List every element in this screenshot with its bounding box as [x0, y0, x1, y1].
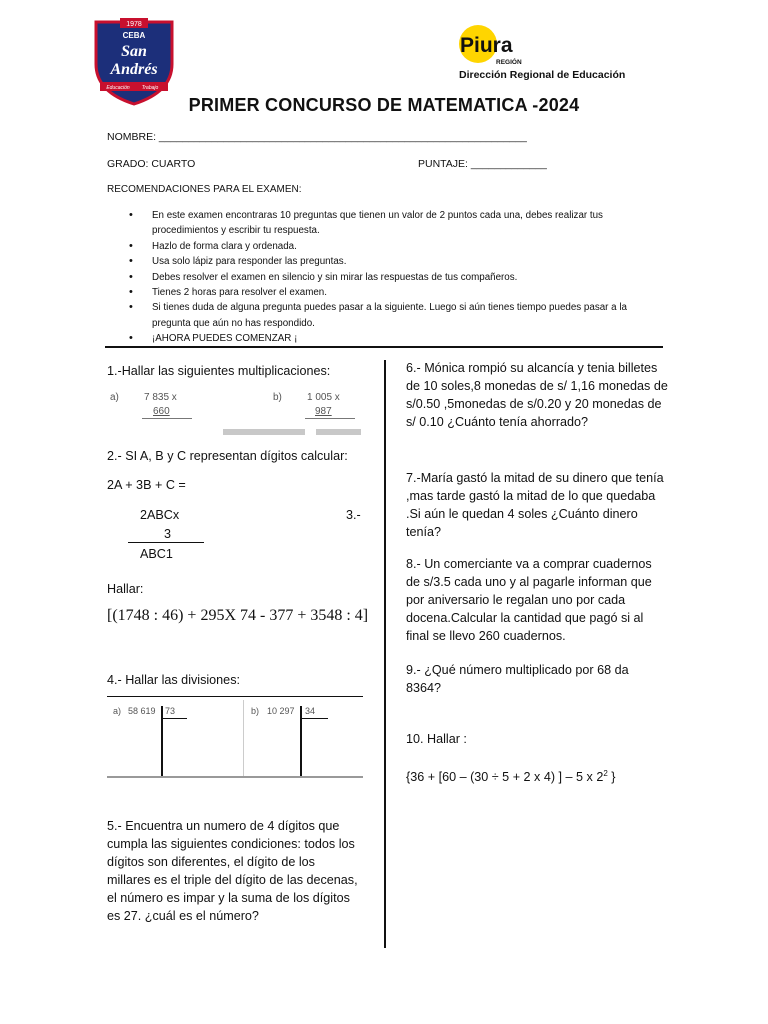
question-7-text: 7.-María gastó la mitad de su dinero que tenía ,mas tarde gastó la mitad de lo que quedaba .Si aún le quedan 4 soles ¿Cuánto dinero tenía?	[406, 471, 664, 539]
question-2-text: 2.- SI A, B y C representan dígitos calcular:	[107, 449, 348, 463]
question-9-text: 9.- ¿Qué número multiplicado por 68 da 8364?	[406, 663, 629, 695]
page-title: PRIMER CONCURSO DE MATEMATICA -2024	[188, 95, 580, 115]
divisions-box: a) 58 619 73 b) 10 297 34	[107, 696, 363, 780]
multiplication-b: b) 1 005 x 987	[273, 392, 383, 422]
question-2-mult-top: 2ABCx	[140, 508, 180, 522]
recommendation-item: • ¡AHORA PUEDES COMENZAR ¡	[125, 331, 665, 346]
question-2-expression: 2A + 3B + C =	[107, 478, 186, 492]
multiplication-a: a) 7 835 x 660	[110, 392, 220, 422]
svg-text:CEBA: CEBA	[122, 31, 146, 40]
header-divider	[105, 346, 663, 348]
question-10-expression: {36 + [60 – (30 ÷ 5 + 2 x 4) ] – 5 x $2^2$ }	[406, 769, 616, 785]
svg-text:1978: 1978	[126, 21, 142, 28]
question-3-label: 3.-	[346, 508, 361, 522]
question-2-mult-result: ABC1	[140, 547, 173, 561]
recommendations-heading: RECOMENDACIONES PARA EL EXAMEN:	[107, 184, 302, 195]
recommendation-item: • Tienes 2 horas para resolver el examen.	[125, 285, 665, 300]
svg-text:Trabajo: Trabajo	[141, 85, 159, 91]
question-6-text: 6.- Mónica rompió su alcancía y tenia billetes de 10 soles,8 monedas de s/ 1,16 monedas de s/0.50 ,5monedas de s/0.20 y 20 monedas de s/ 0.10 ¿Cuánto tenía ahorrado?	[406, 361, 668, 429]
gray-band-left	[223, 429, 305, 435]
question-4-text: 4.- Hallar las divisiones:	[107, 673, 240, 687]
nombre-field[interactable]: NOMBRE: _______________________________________________________________	[107, 131, 527, 143]
ceba-san-andres-logo	[88, 18, 180, 106]
recommendation-item: • En este examen encontraras 10 preguntas que tienen un valor de 2 puntos cada una, debes realizar tus procedimientos y escribir tu respuesta.	[125, 208, 665, 239]
column-divider	[384, 360, 386, 948]
question-2-mult-mid: 3	[164, 527, 172, 541]
question-1-text: 1.-Hallar las siguientes multiplicaciones:	[107, 364, 331, 378]
svg-text:San: San	[121, 43, 147, 60]
question-3-hallar: Hallar:	[107, 582, 144, 596]
grado-label: GRADO: CUARTO	[107, 158, 196, 170]
puntaje-field[interactable]: PUNTAJE: _____________	[418, 158, 547, 170]
recommendation-item: • Debes resolver el examen en silencio y sin mirar las respuestas de tus compañeros.	[125, 270, 665, 285]
piura-region-logo	[456, 24, 642, 84]
recommendation-item: • Hazlo de forma clara y ordenada.	[125, 239, 665, 254]
svg-text:Educación: Educación	[106, 85, 130, 91]
gray-band-right	[316, 429, 361, 435]
svg-text:Andrés: Andrés	[110, 61, 158, 78]
question-2-mult-rule	[128, 542, 204, 543]
svg-text:REGIÓN: REGIÓN	[496, 59, 522, 66]
recommendations-list	[125, 208, 665, 347]
recommendation-item: • Usa solo lápiz para responder las preguntas.	[125, 254, 665, 269]
svg-text:Piura: Piura	[460, 34, 513, 57]
question-5-text: 5.- Encuentra un numero de 4 dígitos que cumpla las siguientes condiciones: todos los dígitos son diferentes, el dígito de los millares es el triple del dígito de las decenas, el número es impar y la suma de los dígitos es 27. ¿cuál es el número?	[107, 819, 358, 923]
recommendation-item: • Si tienes duda de alguna pregunta puedes pasar a la siguiente. Luego si aún tienes tiempo puedes pasar a la pregunta que aún no has respondido.	[125, 300, 665, 331]
question-8-text: 8.- Un comerciante va a comprar cuadernos de s/3.5 cada uno y al pagarle informan que por aniversario le regalan uno por cada docena.Calcular la cantidad que pagó si al final se llevo 260 cuadernos.	[406, 557, 652, 643]
svg-text:Dirección Regional de Educació: Dirección Regional de Educación	[459, 69, 626, 81]
question-10-text: 10. Hallar :	[406, 732, 467, 746]
question-3-expression: [(1748 : 46) + 295X 74 - 377 + 3548 : 4]	[107, 607, 369, 624]
